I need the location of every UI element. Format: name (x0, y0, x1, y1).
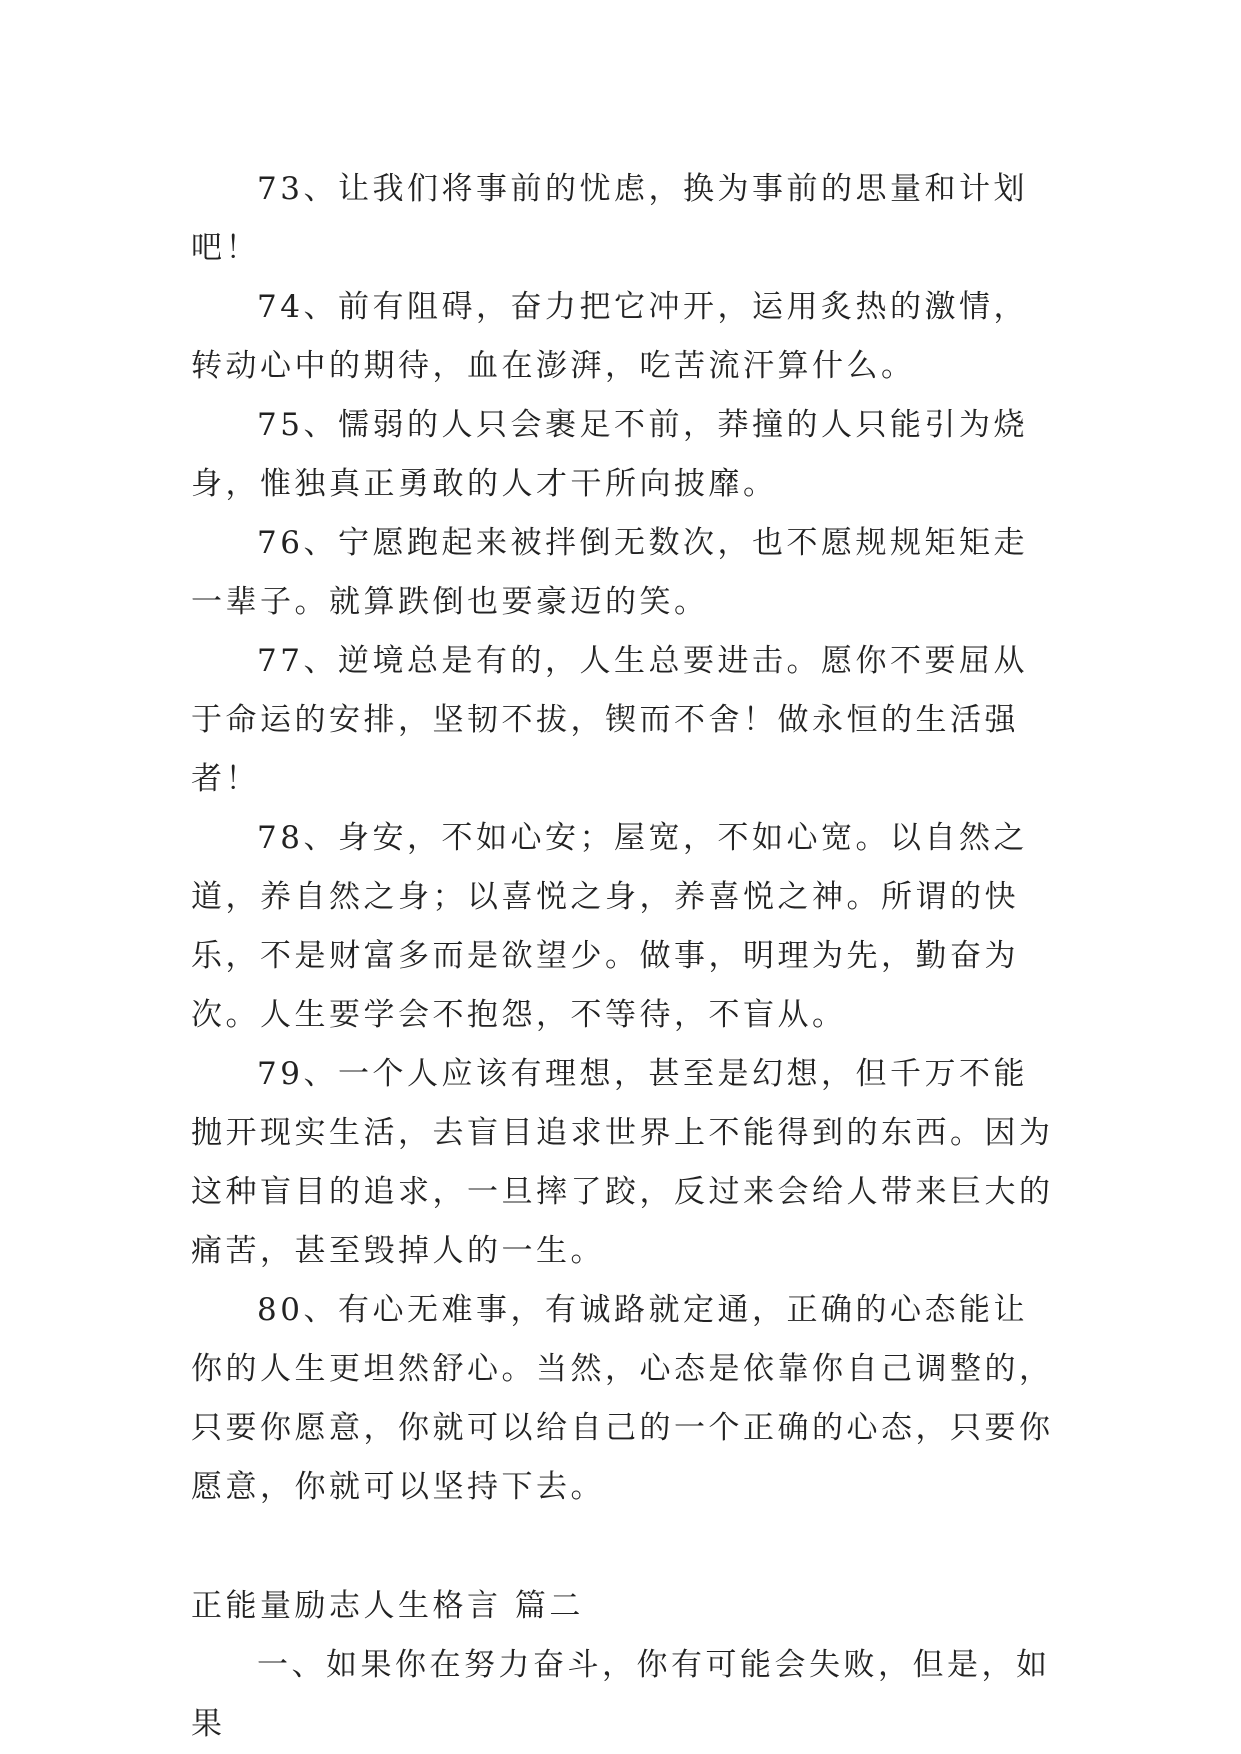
section-heading: 正能量励志人生格言 篇二 (191, 1588, 584, 1624)
quote-paragraph-79: 79、一个人应该有理想，甚至是幻想，但千万不能抛开现实生活，去盲目追求世界上不能得到的东西。因为这种盲目的追求，一旦摔了跤，反过来会给人带来巨大的痛苦，甚至毁掉人的一生。 (191, 1056, 1054, 1269)
quote-paragraph-77: 77、逆境总是有的，人生总要进击。愿你不要屈从于命运的安排，坚韧不拔，锲而不舍！做永恒的生活强者！ (191, 643, 1028, 797)
quote-paragraph-74: 74、前有阻碍，奋力把它冲开，运用炙热的激情，转动心中的期待，血在澎湃，吃苦流汗算什么。 (191, 289, 1028, 384)
quote-paragraph-75: 75、懦弱的人只会裹足不前，莽撞的人只能引为烧身，惟独真正勇敢的人才干所向披靡。 (191, 407, 1028, 502)
section-first-paragraph: 一、如果你在努力奋斗，你有可能会失败，但是，如果 (191, 1647, 1051, 1742)
document-body (191, 160, 1061, 1754)
quote-paragraph-80: 80、有心无难事，有诚路就定通，正确的心态能让你的人生更坦然舒心。当然，心态是依靠你自己调整的，只要你愿意，你就可以给自己的一个正确的心态，只要你愿意，你就可以坚持下去。 (191, 1292, 1054, 1505)
quote-paragraph-76: 76、宁愿跑起来被拌倒无数次，也不愿规规矩矩走一辈子。就算跌倒也要豪迈的笑。 (191, 525, 1028, 620)
quote-paragraph-73: 73、让我们将事前的忧虑，换为事前的思量和计划吧！ (191, 171, 1028, 266)
quote-paragraph-78: 78、身安，不如心安；屋宽，不如心宽。以自然之道，养自然之身；以喜悦之身，养喜悦之神。所谓的快乐，不是财富多而是欲望少。做事，明理为先，勤奋为次。人生要学会不抱怨，不等待，不盲从。 (191, 820, 1028, 1033)
